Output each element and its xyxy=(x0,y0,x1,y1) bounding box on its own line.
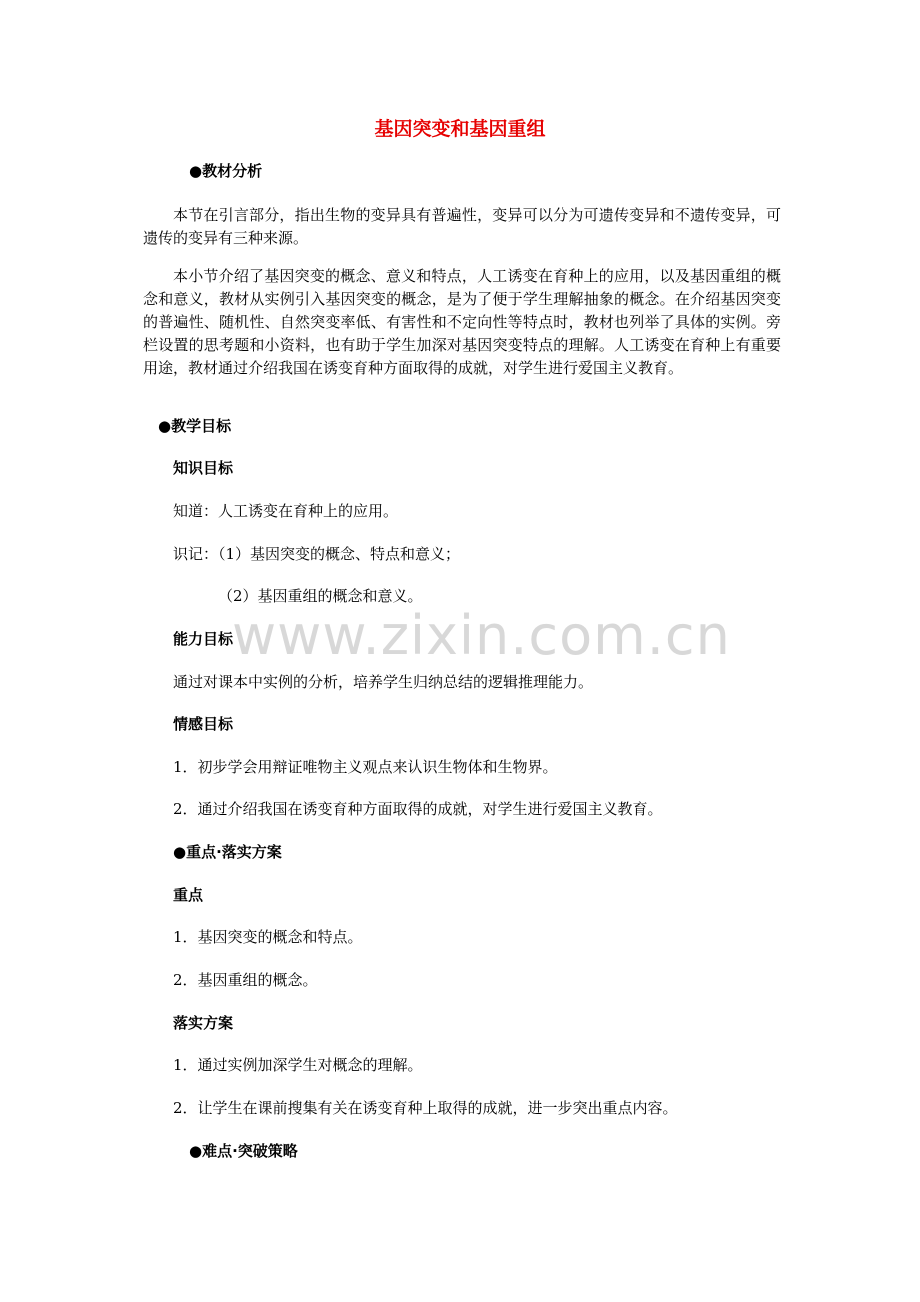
subheading-key: 重点 xyxy=(173,886,204,904)
analysis-paragraph-2: 本小节介绍了基因突变的概念、意义和特点，人工诱变在育种上的应用，以及基因重组的概念和意义，教材从实例引入基因突变的概念，是为了便于学生理解抽象的概念。在介绍基因突变的普遍性、随机性、自然突变率低、有害性和不定向性等特点时，教材也列举了具体的实例。旁栏设置的思考题和小资料，也有助于学生加深对基因突变特点的理解。人工诱变在育种上有重要用途，教材通过介绍我国在诱变育种方面取得的成就，对学生进行爱国主义教育。 xyxy=(143,267,781,377)
knowledge-item-1: 知道：人工诱变在育种上的应用。 xyxy=(173,502,399,520)
plan-item-1: 1．通过实例加深学生对概念的理解。 xyxy=(173,1056,423,1074)
subheading-emotion-goals: 情感目标 xyxy=(173,715,234,733)
subheading-knowledge-goals: 知识目标 xyxy=(173,459,234,477)
key-item-2: 2．基因重组的概念。 xyxy=(173,971,318,989)
ability-item-1: 通过对课本中实例的分析，培养学生归纳总结的逻辑推理能力。 xyxy=(173,673,594,691)
key-item-1: 1．基因突变的概念和特点。 xyxy=(173,928,363,946)
knowledge-item-3: （2）基因重组的概念和意义。 xyxy=(218,587,423,605)
document-title: 基因突变和基因重组 xyxy=(374,118,546,140)
watermark: www.zixin.com.cn xyxy=(232,604,731,667)
subheading-implementation-plan: 落实方案 xyxy=(173,1014,234,1032)
heading-difficulty: ●难点·突破策略 xyxy=(189,1142,298,1160)
knowledge-item-2: 识记：（1）基因突变的概念、特点和意义； xyxy=(173,545,461,563)
plan-item-2: 2．让学生在课前搜集有关在诱变育种上取得的成就，进一步突出重点内容。 xyxy=(173,1099,678,1117)
heading-textbook-analysis: ●教材分析 xyxy=(189,162,263,180)
emotion-item-2: 2．通过介绍我国在诱变育种方面取得的成就，对学生进行爱国主义教育。 xyxy=(173,800,663,818)
emotion-item-1: 1．初步学会用辩证唯物主义观点来认识生物体和生物界。 xyxy=(173,758,558,776)
heading-key-points: ●重点·落实方案 xyxy=(173,843,282,861)
subheading-ability-goals: 能力目标 xyxy=(173,630,234,648)
heading-teaching-goals: ●教学目标 xyxy=(158,417,232,435)
analysis-paragraph-1: 本节在引言部分，指出生物的变异具有普遍性，变异可以分为可遗传变异和不遗传变异，可遗传的变异有三种来源。 xyxy=(143,206,781,247)
